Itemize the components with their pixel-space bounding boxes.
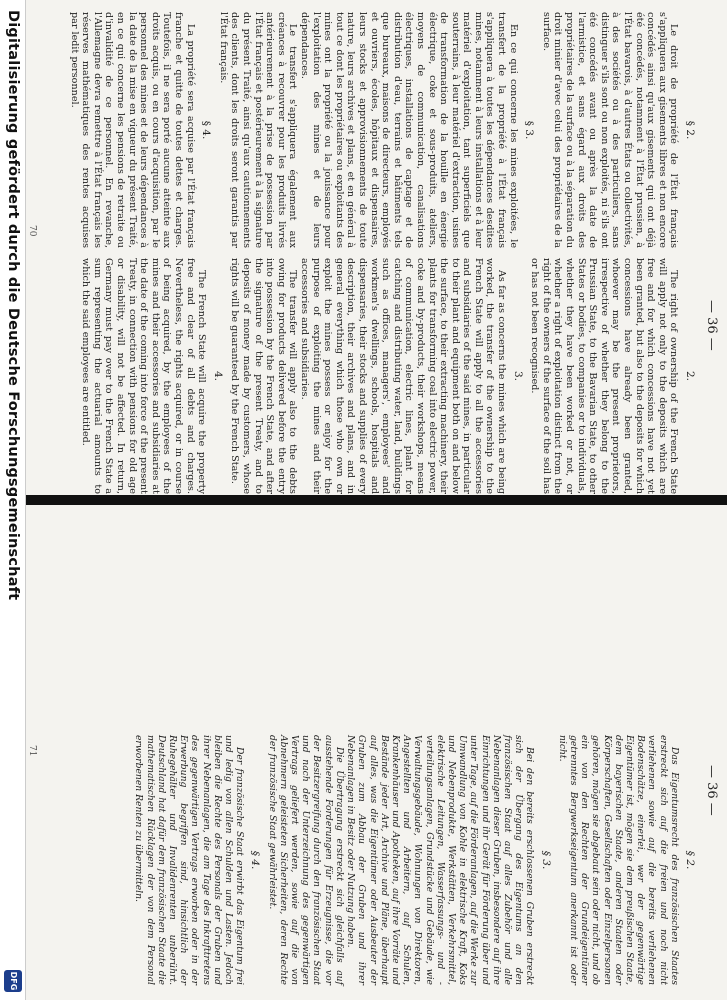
french-section-2 bbox=[540, 12, 695, 248]
paragraph: Le droit de propriété de l'État français s'appliquera aux gisements libres et non encore concédés ainsi qu'aux gisements qui ont déjà été concédés, notamment à l'État prussien, à l'État bavarois, à d'autres États ou collectivités, à des sociétés ou à des particuliers, sans distinguer s'ils sont ou non exploités, ni s'ils ont été concédés avant ou après la date de l'armistice, et sans égard aux droits des propriétaires de la surface ou à la séparation du droit minier d'avec celui des propriétaires de la surface. bbox=[540, 12, 680, 248]
right-marginal-number: 71 bbox=[27, 745, 37, 757]
german-section-4 bbox=[133, 735, 260, 985]
paragraph: En ce qui concerne les mines exploitées, le transfert de la propriété à l'État français s'appliquera à toutes les dépendances desdites mines, notamment à leurs installations et à leur matériel d'exploitation, tant superficiels que souterrains, à leur matériel d'extraction, usines de transformation de la houille en énergie électrique, coke et sous-produits, ateliers, moyens de communication, canalisations électriques, installations de captage et de distribution d'eau, terrains et bâtiments tels que bureaux, maisons de directeurs, employés et ouvriers, écoles, hôpitaux et dispensaires, leurs stocks et approvisionnements de toute nature, leurs archives et plans, et en général à tout ce dont les propriétaires ou exploitants des mines ont la propriété ou la jouissance pour l'exploitation des mines et de leurs dépendances. bbox=[299, 12, 519, 248]
english-column bbox=[80, 258, 701, 494]
section-heading: § 2. bbox=[684, 850, 696, 870]
paragraph: Der französische Staat erwirbt das Eigentum frei und ledig von allen Schulden und Lasten. Jedoch bleiben die Rechte des Personals der Gruben und ihrer Nebenanlagen, die am Tage des Inkrafttretens des gegenwärtigen Vertrags erworben oder in der Erwerbung begriffen sind, hinsichtlich der Ruhegehälter und Invalidenrenten unberührt. Deutschland hat dafür dem französischen Staate die mathematischen Rücklagen der von dem Personal erworbenen Renten zu übermitteln. bbox=[133, 735, 246, 985]
paragraph: The French State will acquire the property free and clear of all debts and charges. Nevertheless, the rights acquired, or in course of being acquired, by the employees of the mines and their accessories and subsidiaries at the date of the coming into force of the present Treaty, in connection with pensions for old age or disability, will not be affected. In return, Germany must pay over to the French State a sum representing the actuarial amounts to which the said employees are entitled. bbox=[80, 258, 208, 494]
english-section-3 bbox=[229, 258, 523, 494]
french-section-4 bbox=[68, 12, 211, 248]
paragraph: The right of ownership of the French State will apply not only to the deposits which are free and for which concessions have not yet been granted, but also to the deposits for which concessions have already been granted, whoever may be the present proprietors, irrespective of whether they belong to the Prussian State, to the Bavarian State, to other States or bodies, to companies or to individuals, whether they have been worked or not, or whether a right of exploitation distinct from the right of the owners of the surface of the soil has or has not been recognised. bbox=[529, 258, 680, 494]
french-column bbox=[68, 12, 701, 248]
german-section-2 bbox=[557, 735, 695, 985]
german-column bbox=[133, 735, 701, 985]
section-heading: § 4. bbox=[200, 120, 213, 140]
right-page-number: — 36 — bbox=[704, 765, 719, 816]
dfg-logo-icon: DFG bbox=[4, 970, 22, 992]
digitization-footer bbox=[0, 0, 26, 1000]
section-heading: § 3. bbox=[523, 120, 536, 140]
footer-credit-text: Digitalisierung gefördert durch die Deutsche Forschungsgemeinschaft bbox=[5, 10, 21, 601]
section-heading: § 3. bbox=[539, 850, 552, 870]
left-page-number: — 36 — bbox=[704, 300, 719, 351]
paragraph: La propriété sera acquise par l'État français franche et quitte de toutes dettes et charges. Toutefois, il ne sera porté aucune atteinte aux droits acquis, ou en cours d'acquisition, par le personnel des mines et de leurs dépendances à la date de la mise en vigueur du présent Traité, en ce qui concerne les pensions de retraite ou d'invalidité de ce personnel. En revanche, l'Allemagne devra remettre à l'État français les réserves mathématiques des rentes acquises par ledit personnel. bbox=[68, 12, 196, 248]
english-section-4 bbox=[80, 258, 223, 494]
paragraph: Die Übertragung erstreckt sich gleichfalls auf ausstehende Forderungen für Erzeugnisse, die vor der Besitzergreifung durch den französischen Staat und nach der Unterzeichnung des gegenwärtigen Vertrags geliefert werden, sowie auf die von Abnehmern geleisteten Sicherheiten, deren Rechte der französische Staat gewährleistet. bbox=[266, 735, 345, 985]
german-section-3 bbox=[266, 735, 550, 985]
section-heading: 2. bbox=[684, 370, 696, 382]
paragraph: As far as concerns the mines which are being worked, the transfer of the ownership to the French State will apply to all the accessories and subsidiaries of the said mines, in particular to their plant and equipment both on and below the surface, to their extracting machinery, their plants for transforming coal into electric power, coke and by-products, their workshops, means of communication, electric lines, plant for catching and distributing water, land, buildings such as offices, managers', employees' and workmen's dwellings, schools, hospitals and dispensaries, their stocks and supplies of every description, their archives and plans, and in general everything which those who own or exploit the mines possess or enjoy for the purpose of exploiting the mines and their accessories and subsidiaries. bbox=[299, 258, 508, 494]
paragraph: Bei den bereits erschlossenen Gruben erstreckt sich der Übergang des Eigentums an den französischen Staat auf alles Zubehör und alle Nebenanlagen dieser Gruben, insbesondere auf ihre Einrichtungen und ihr Gerät für Förderung über und unter Tage, auf die Förderanlagen, auf die Werke zur Umwandlung von Kohle in elektrische Kraft, Koks und Nebenprodukte, Werkstätten, Verkehrsmittel, elektrische Leitungen, Wasserfassungs- und -verteilungsanlagen, Grundstücke und Gebäude, wie Verwaltungsgebäude, Wohnungen von Direktoren, Angestellten und Arbeitern, auf Schulen, Krankenhäuser und Apotheken, auf ihre Vorräte und Bestände jeder Art, Archive und Pläne, überhaupt auf alles, was die Eigentümer oder Ausbeuter der Gruben zum Abbau der Gruben und ihrer Nebenanlagen in Besitz oder Nutzung haben. bbox=[345, 735, 536, 985]
section-heading: 4. bbox=[211, 370, 224, 382]
paragraph: Le transfert s'appliquera également aux créances à recouvrer pour les produits livrés antérieurement à la prise de possession par l'État français et postérieurement à la signature du présent Traité, ainsi qu'aux cautionnements des clients, dont les droits seront garantis par l'État français. bbox=[217, 12, 299, 248]
section-heading: 3. bbox=[511, 370, 524, 382]
section-heading: § 4. bbox=[249, 850, 262, 870]
section-heading: § 2. bbox=[684, 120, 696, 140]
left-marginal-number: 70 bbox=[27, 225, 37, 237]
french-section-3 bbox=[217, 12, 534, 248]
english-section-2 bbox=[529, 258, 695, 494]
paragraph: The transfer will apply also to the debts owing for products delivered before the entry into possession by the French State, and after the signature of the present Treaty, and to deposits of money made by customers, whose rights will be guaranteed by the French State. bbox=[229, 258, 299, 494]
page-fold-shadow bbox=[0, 495, 727, 505]
paragraph: Das Eigentumsrecht des französischen Staates erstreckt sich auf die freien und noch nicht verliehenen sowie auf die bereits verliehenen Bodenschätze, einerlei, wer der gegenwärtige Eigentümer ist, mögen sie dem preußischen Staate, dem bayerischen Staate, anderen Staaten oder Körperschaften, Gesellschaften oder Einzelpersonen gehören, mögen sie abgebaut sein oder nicht, und ob ein von den Rechten der Grundeigentümer getrenntes Bergwerkseigentum anerkannt ist oder nicht. bbox=[556, 735, 680, 985]
